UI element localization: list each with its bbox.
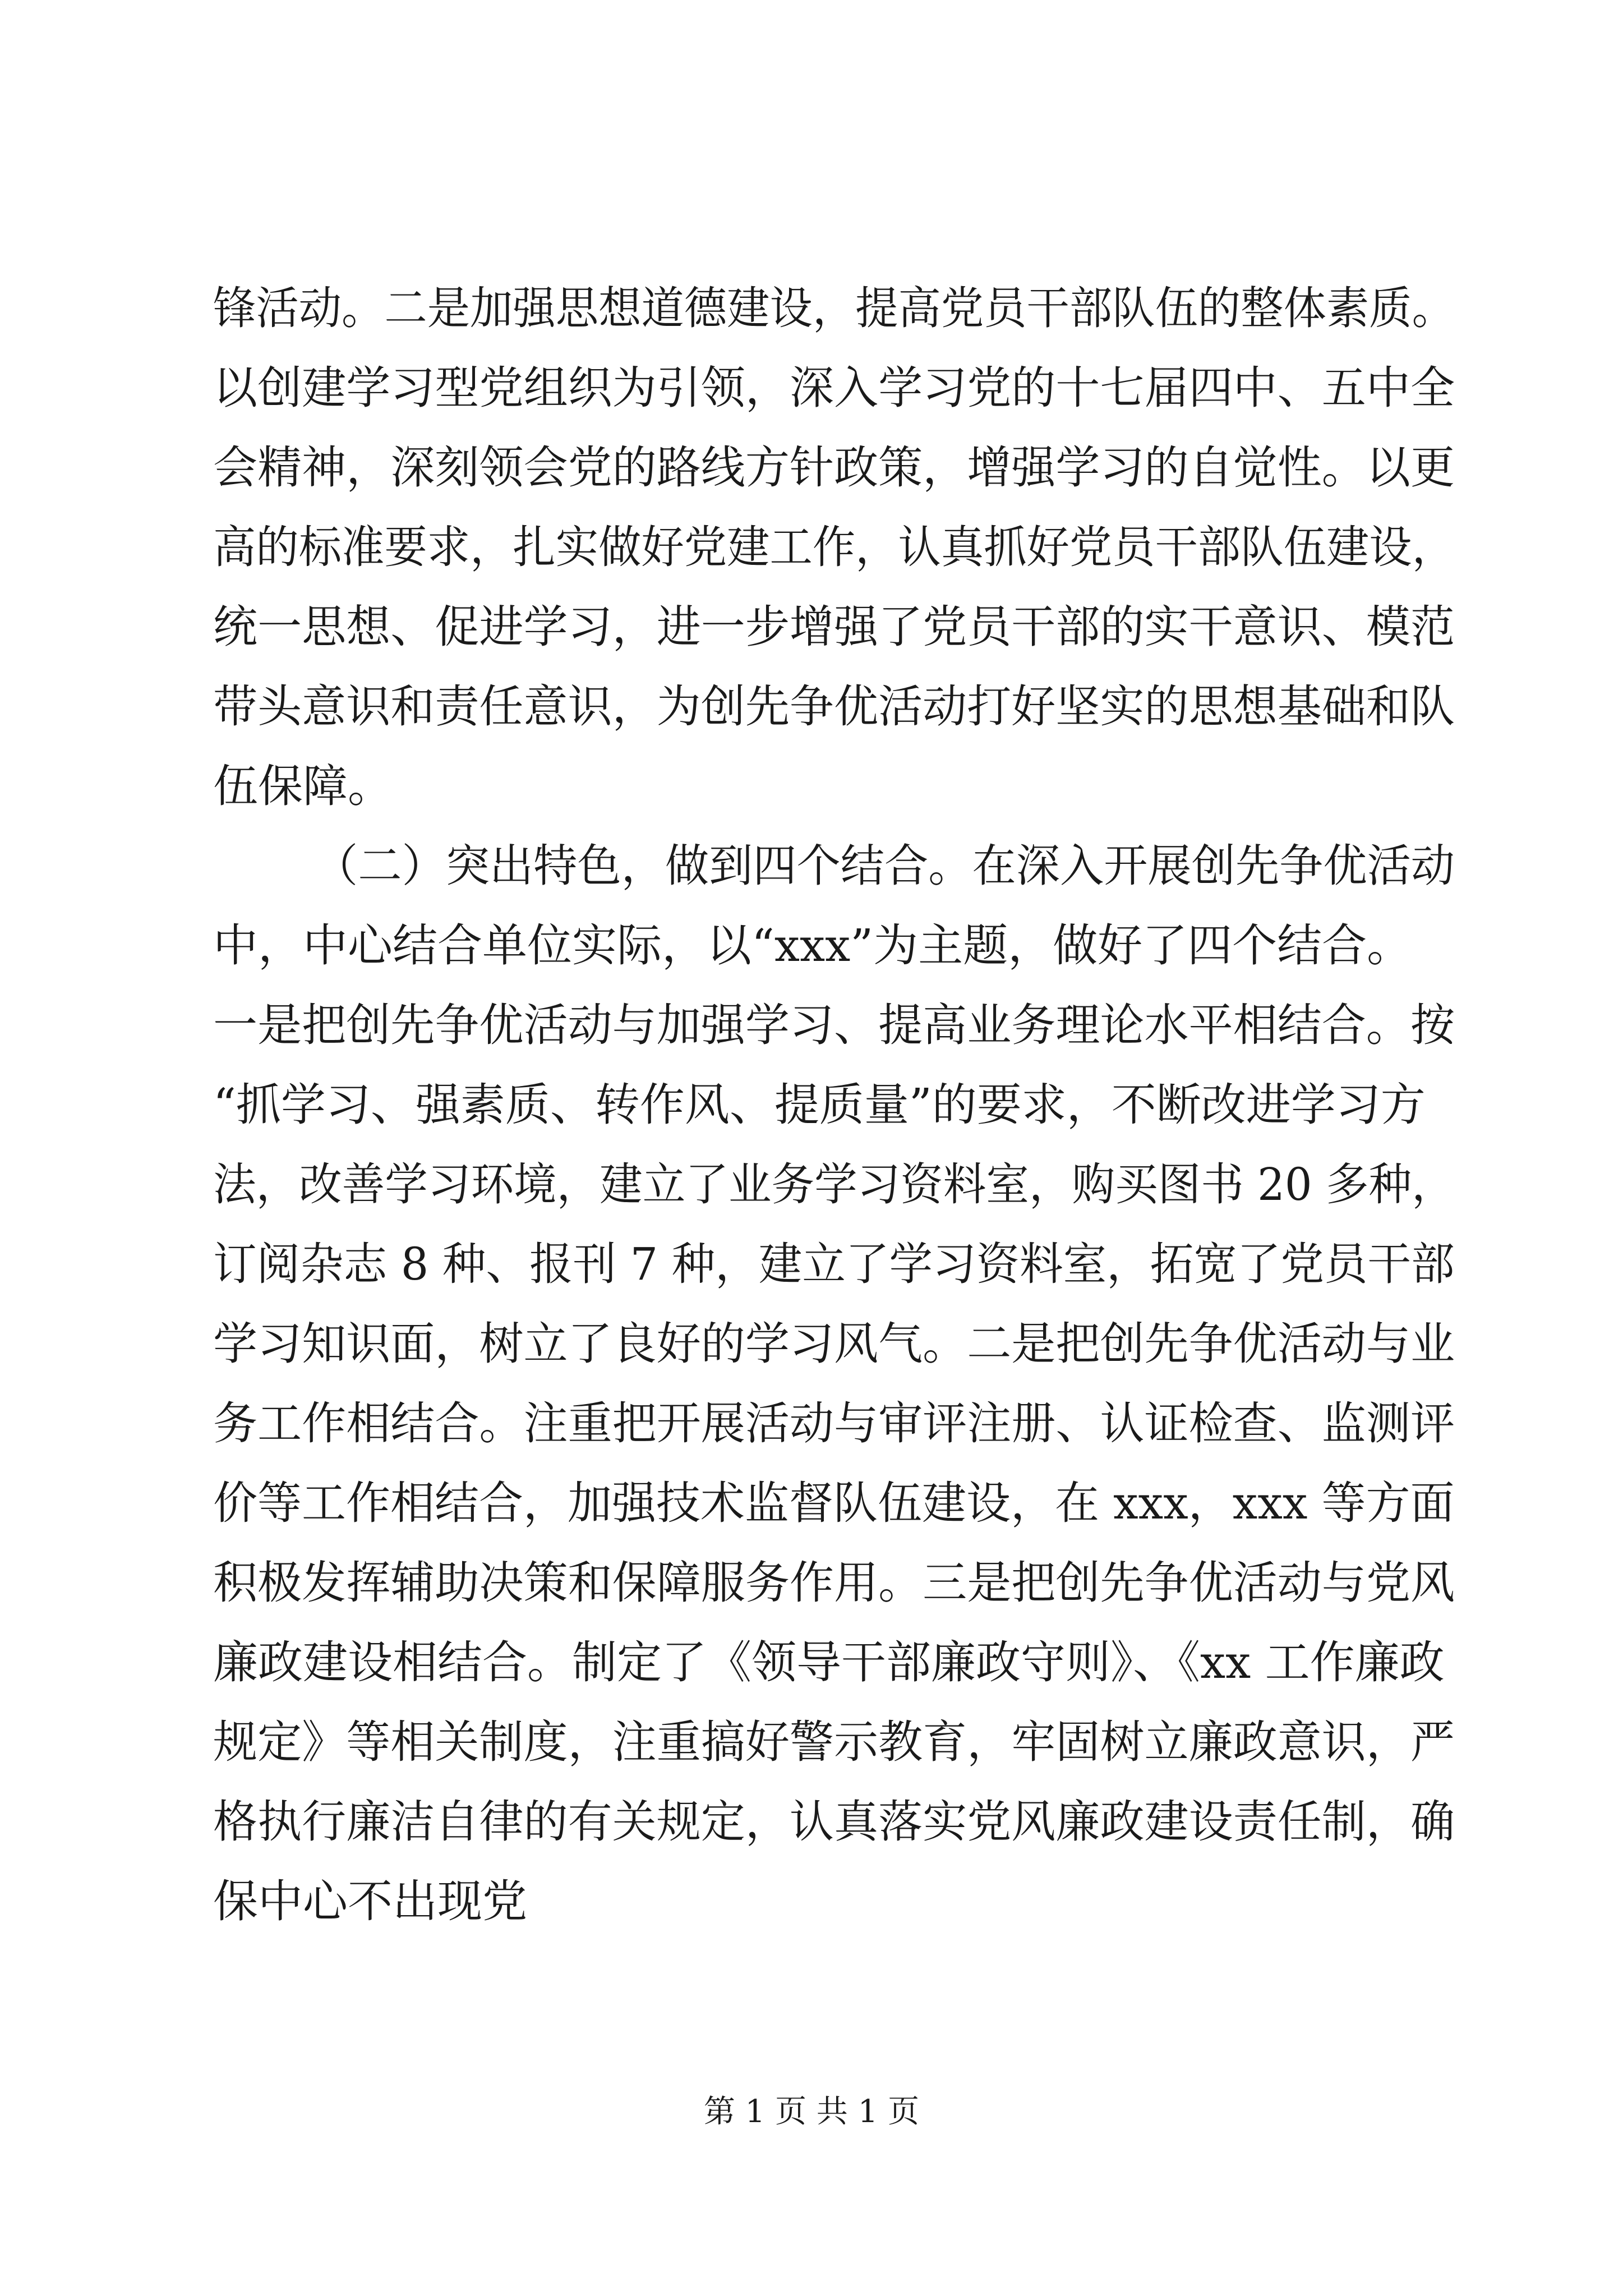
page-footer: 第 1 页 共 1 页	[703, 2093, 920, 2130]
body-line: 法，改善学习环境，建立了业务学习资料室，购买图书 20 多种，	[213, 1158, 1455, 1211]
body-line: 务工作相结合。注重把开展活动与审评注册、认证检查、监测评	[213, 1397, 1455, 1450]
body-line: 统一思想、促进学习，进一步增强了党员干部的实干意识、模范	[213, 601, 1455, 653]
body-line: 价等工作相结合，加强技术监督队伍建设，在 xxx，xxx 等方面	[213, 1477, 1455, 1529]
body-line: 保中心不出现党	[213, 1875, 527, 1927]
paragraph-heading-line: （二）突出特色，做到四个结合。在深入开展创先争优活动	[314, 840, 1455, 892]
body-line: 以创建学习型党组织为引领，深入学习党的十七届四中、五中全	[213, 362, 1455, 414]
body-line: 订阅杂志 8 种、报刊 7 种，建立了学习资料室，拓宽了党员干部	[213, 1238, 1455, 1290]
body-line: 积极发挥辅助决策和保障服务作用。三是把创先争优活动与党风	[213, 1557, 1455, 1609]
body-line: 中，中心结合单位实际，以“xxx”为主题，做好了四个结合。	[213, 919, 1412, 972]
body-line: “抓学习、强素质、转作风、提质量”的要求，不断改进学习方	[213, 1079, 1426, 1131]
body-line: 廉政建设相结合。制定了《领导干部廉政守则》、《xx 工作廉政	[213, 1636, 1445, 1688]
body-line: 规定》等相关制度，注重搞好警示教育，牢固树立廉政意识，严	[213, 1716, 1455, 1768]
body-line: 格执行廉洁自律的有关规定，认真落实党风廉政建设责任制，确	[213, 1796, 1455, 1848]
body-line: 带头意识和责任意识，为创先争优活动打好坚实的思想基础和队	[213, 680, 1455, 733]
body-line: 会精神，深刻领会党的路线方针政策，增强学习的自觉性。以更	[213, 441, 1455, 494]
body-line: 高的标准要求，扎实做好党建工作，认真抓好党员干部队伍建设，	[213, 521, 1455, 573]
body-line: 伍保障。	[213, 760, 393, 812]
body-line: 学习知识面，树立了良好的学习风气。二是把创先争优活动与业	[213, 1318, 1455, 1370]
body-line: 锋活动。二是加强思想道德建设，提高党员干部队伍的整体素质。	[213, 282, 1455, 334]
body-line: 一是把创先争优活动与加强学习、提高业务理论水平相结合。按	[213, 999, 1455, 1051]
